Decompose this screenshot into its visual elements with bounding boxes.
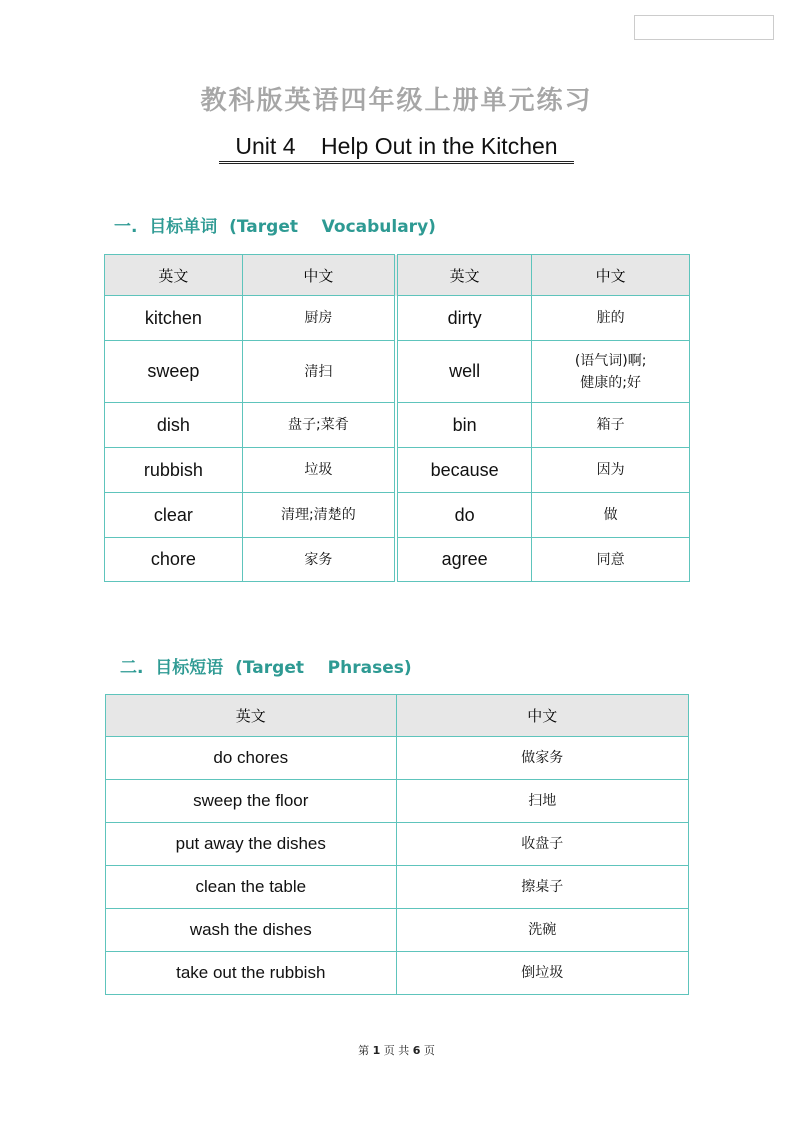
footer-total-pages: 6	[412, 1044, 421, 1057]
phrase-row	[106, 737, 689, 780]
phrase-row	[106, 866, 689, 909]
vocab-word-en: kitchen	[105, 296, 243, 341]
vocab-word-en: bin	[396, 403, 532, 448]
footer-suffix: 页	[423, 1044, 435, 1057]
vocabulary-row	[105, 341, 690, 403]
vocabulary-row	[105, 538, 690, 582]
vocabulary-row	[105, 493, 690, 538]
vocab-word-zh: 家务	[242, 538, 396, 582]
phrase-zh: 倒垃圾	[396, 952, 688, 995]
phrase-row	[106, 780, 689, 823]
vocab-word-en: well	[396, 341, 532, 403]
vocab-word-zh: 盘子;菜肴	[242, 403, 396, 448]
vocab-col-en-1: 英文	[105, 255, 243, 296]
vocab-word-en: clear	[105, 493, 243, 538]
vocab-word-en: agree	[396, 538, 532, 582]
phrase-zh: 扫地	[396, 780, 688, 823]
phrase-en: do chores	[106, 737, 397, 780]
vocab-word-zh: 垃圾	[242, 448, 396, 493]
phrases-col-zh: 中文	[396, 695, 688, 737]
vocabulary-table	[104, 254, 690, 582]
unit-title-wrapper	[0, 133, 793, 164]
phrase-en: clean the table	[106, 866, 397, 909]
phrase-zh: 收盘子	[396, 823, 688, 866]
vocabulary-row	[105, 403, 690, 448]
vocabulary-heading: 一. 目标单词 (Target Vocabulary)	[114, 217, 436, 237]
vocab-word-en: dish	[105, 403, 243, 448]
vocab-word-en: because	[396, 448, 532, 493]
vocab-word-zh: 清扫	[242, 341, 396, 403]
vocab-word-en: rubbish	[105, 448, 243, 493]
phrase-en: take out the rubbish	[106, 952, 397, 995]
vocabulary-row	[105, 448, 690, 493]
vocab-word-en: dirty	[396, 296, 532, 341]
vocab-word-en: do	[396, 493, 532, 538]
vocab-word-zh: (语气词)啊; 健康的;好	[532, 341, 690, 403]
vocab-word-zh: 厨房	[242, 296, 396, 341]
document-title: 教科版英语四年级上册单元练习	[200, 86, 593, 116]
footer-prefix: 第	[358, 1044, 370, 1057]
phrases-table	[105, 694, 689, 995]
corner-box	[634, 15, 774, 40]
phrase-en: put away the dishes	[106, 823, 397, 866]
phrase-row	[106, 952, 689, 995]
vocab-word-en: sweep	[105, 341, 243, 403]
phrases-heading: 二. 目标短语 (Target Phrases)	[120, 658, 412, 678]
unit-title: Unit 4 Help Out in the Kitchen	[219, 133, 573, 164]
phrases-col-en: 英文	[106, 695, 397, 737]
phrase-en: wash the dishes	[106, 909, 397, 952]
vocab-word-zh: 同意	[532, 538, 690, 582]
vocab-word-zh: 清理;清楚的	[242, 493, 396, 538]
footer-middle: 页 共	[383, 1044, 410, 1057]
vocabulary-header-row	[105, 255, 690, 296]
phrase-zh: 擦桌子	[396, 866, 688, 909]
vocab-word-zh: 箱子	[532, 403, 690, 448]
vocab-word-zh: 脏的	[532, 296, 690, 341]
phrases-header-row	[106, 695, 689, 737]
vocab-word-zh: 因为	[532, 448, 690, 493]
phrase-zh: 洗碗	[396, 909, 688, 952]
footer-page-number: 1	[372, 1044, 381, 1057]
phrase-row	[106, 823, 689, 866]
phrase-row	[106, 909, 689, 952]
vocab-col-zh-1: 中文	[242, 255, 396, 296]
vocabulary-row	[105, 296, 690, 341]
phrase-en: sweep the floor	[106, 780, 397, 823]
phrase-zh: 做家务	[396, 737, 688, 780]
vocab-word-en: chore	[105, 538, 243, 582]
page-footer	[0, 1042, 793, 1058]
vocab-col-en-2: 英文	[396, 255, 532, 296]
vocab-word-zh: 做	[532, 493, 690, 538]
vocab-col-zh-2: 中文	[532, 255, 690, 296]
